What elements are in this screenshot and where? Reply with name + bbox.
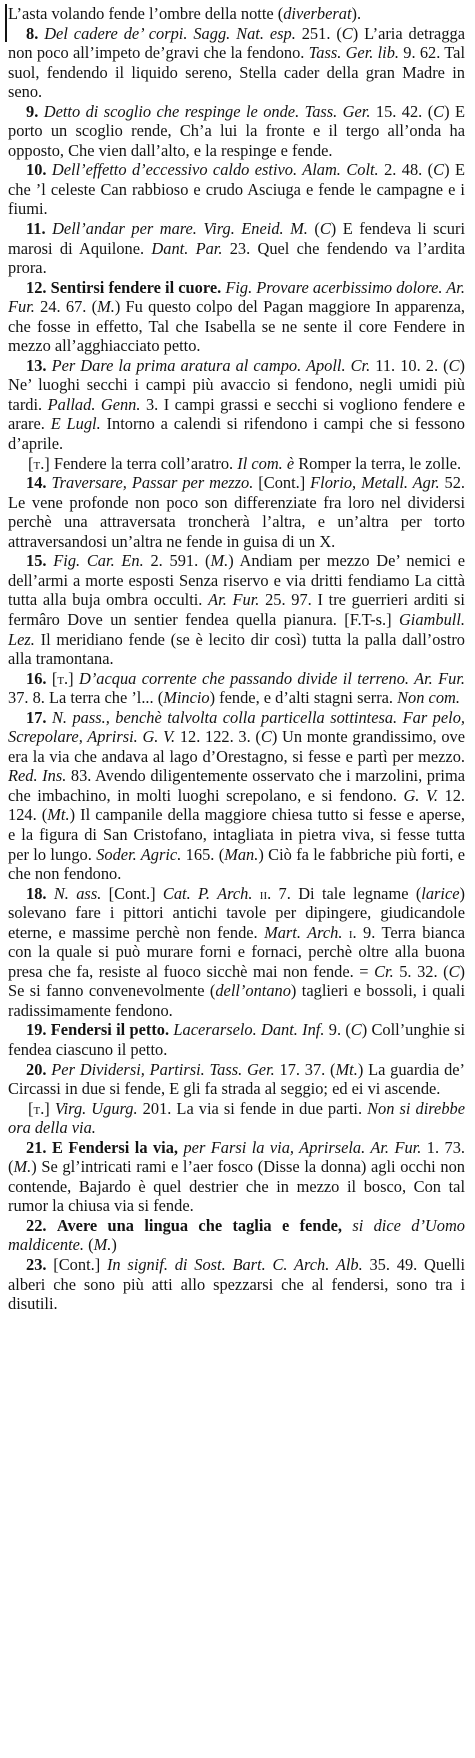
small-caps-text: t.: [57, 668, 69, 688]
text-run: 12. 124. (: [8, 785, 466, 825]
text-run: 25. 97. I tre guerrieri arditi si fermâro Dove un sentier fendea quella pianura. [F.T-s.]: [8, 590, 465, 629]
text-run: ) Fu questo colpo del Pagan maggiore In apparenza, che fosse in effetto, Tal che Isabella se ne sente il core Fendere in mezzo all’agghiacciato petto.: [8, 297, 465, 356]
paragraph-entry: [8, 473, 465, 551]
entry-number: 11.: [26, 219, 46, 239]
text-run: ) E porto un scoglio rende, Ch’a lui la fronte e il tergo all’onda ha opposto, Che vien dall’alto, e la respinge e fende.: [8, 101, 466, 160]
bold-headword: E Fendersi la via,: [51, 1137, 179, 1157]
entry-list: [8, 4, 465, 1314]
text-run: 11. 10. 2. (: [370, 355, 449, 375]
text-run: 35. 49. Quelli alberi che sono più atti allo spezzarsi che al fendersi, sono tra i disutili.: [8, 1255, 465, 1314]
text-run: ) La guardia de’ Circassi in due si fende, E gli fa strada al seggio; ed ei vi ascende.: [8, 1059, 466, 1099]
italic-text: M.: [210, 551, 229, 571]
text-run: [47, 1216, 57, 1235]
italic-text: Fig. Car. En.: [53, 551, 144, 571]
italic-text: C: [350, 1020, 362, 1040]
italic-text: Man.: [224, 844, 259, 864]
text-run: 2. 48. (: [378, 160, 434, 180]
text-run: ) taglieri e bossoli, i quali radissimamente fendono.: [8, 981, 465, 1020]
italic-text: Pallad. Genn.: [47, 394, 141, 414]
italic-text: E Lugl.: [50, 414, 101, 434]
entry-number: 21.: [26, 1137, 47, 1157]
italic-text: Il com. è: [237, 453, 295, 473]
text-run: ) Se gl’intricati rami e l’aer fosco (Disse la donna) agli occhi non contende, Bajardo è quel destrier che in mezzo il bosco, Con tal rumor la chiusa via si fende.: [8, 1157, 465, 1216]
italic-text: Per Dare la prima aratura al campo. Apoll. Cr.: [51, 355, 371, 375]
text-run: 83. Avendo diligentemente osservato che i marzolini, prima che imbachino, in molti luoghi screpolano, e si fendono.: [8, 766, 465, 805]
italic-text: Per Dividersi, Partirsi. Tass. Ger.: [51, 1059, 275, 1079]
italic-text: N. ass.: [53, 883, 102, 903]
text-run: 15. 42. (: [370, 101, 434, 121]
paragraph-entry: [8, 551, 465, 668]
text-run: [: [28, 1098, 34, 1118]
text-run: Romper la terra, le zolle.: [294, 453, 462, 473]
text-run: ) L’aria detragga non poco all’impeto de’gravi che la fendono.: [8, 23, 465, 63]
text-run: L’asta volando fende l’ombre della notte (: [8, 4, 284, 23]
italic-text: Non com.: [397, 688, 460, 708]
paragraph-entry: [8, 160, 465, 219]
text-run: ]: [68, 668, 79, 688]
paragraph-cont: [8, 4, 465, 24]
text-run: 12. 122. 3. (: [175, 727, 261, 747]
italic-text: Mt.: [335, 1059, 358, 1079]
entry-number: 15.: [26, 551, 47, 571]
italic-text: Lacerarselo. Dant. Inf.: [173, 1020, 325, 1040]
text-run: ) E fendeva li scuri marosi di Aquilone.: [8, 219, 465, 258]
entry-number: 17.: [26, 707, 47, 727]
text-run: . 7. Di tale legname (: [267, 883, 422, 903]
entry-number: 8.: [26, 23, 39, 43]
paragraph-entry: [8, 1138, 465, 1216]
entry-number: 10.: [26, 160, 47, 180]
small-caps-text: i: [348, 922, 353, 942]
paragraph-entry: [8, 884, 465, 1021]
entry-number: 16.: [26, 668, 47, 688]
paragraph-tent: [8, 454, 465, 474]
paragraph-entry: [8, 1255, 465, 1314]
paragraph-entry: [8, 669, 465, 708]
italic-text: Cat. P. Arch.: [162, 883, 253, 903]
italic-text: Traversare, Passar per mezzo.: [51, 473, 254, 493]
text-run: 5. 32. (: [393, 961, 449, 981]
text-run: ) Il campanile della maggiore chiesa tutto si fesse e aperse, e la figura di San Cristofano, intagliata in pietra viva, si fesse tutta per lo lungo.: [8, 805, 465, 864]
italic-text: D’acqua corrente che passando divide il terreno. Ar. Fur.: [78, 668, 465, 688]
italic-text: Giambull. Lez.: [8, 609, 465, 649]
text-run: 9. 62. Tal suol, fendendo il liquido sereno, Stella cader della gran Madre in seno.: [8, 43, 466, 102]
text-run: ) Ciò fa le fabbriche più forti, e che non fendono.: [8, 844, 465, 884]
text-run: ) fende, e d’alti stagni serra.: [209, 688, 398, 708]
text-run: (: [307, 219, 320, 239]
text-run: [Cont.]: [101, 883, 163, 903]
italic-text: Dell’effetto d’eccessivo caldo estivo. Alam. Colt.: [51, 160, 379, 180]
text-run: ]: [44, 1098, 55, 1118]
text-run: ) Se si fanno convenevolmente (: [8, 961, 465, 1001]
entry-number: 20.: [26, 1059, 47, 1079]
italic-text: Tass. Ger. lib.: [308, 43, 400, 63]
italic-text: Del cadere de’ corpi. Sagg. Nat. esp.: [44, 23, 296, 43]
italic-text: C: [260, 727, 272, 747]
text-run: ).: [351, 4, 362, 23]
text-run: [: [46, 668, 58, 688]
bold-headword: Fendersi il petto.: [50, 1020, 170, 1040]
paragraph-entry: [8, 219, 465, 278]
text-run: [Cont.]: [253, 473, 311, 493]
text-run: [47, 884, 54, 903]
text-run: 9. (: [324, 1020, 351, 1040]
italic-text: C: [341, 23, 353, 43]
italic-text: M.: [97, 297, 115, 317]
entry-number: 9.: [26, 101, 39, 121]
paragraph-entry: [8, 1216, 465, 1255]
paragraph-tent: [8, 1099, 465, 1138]
italic-text: si dice d’Uomo maldicente.: [8, 1215, 465, 1255]
entry-number: 22.: [26, 1215, 47, 1235]
text-run: [Cont.]: [46, 1255, 107, 1274]
text-run: ) solevano fare i pittori antichi tavole per dipingere, giudicandole eterne, e massime perchè non fende.: [8, 883, 465, 942]
italic-text: C: [448, 355, 460, 375]
paragraph-entry: [8, 24, 465, 102]
text-run: ): [111, 1235, 117, 1255]
text-run: [252, 884, 259, 903]
text-run: ) Un monte grandissimo, ove era la via che andava al lago d’Orestagno, si fesse e partì per mezzo.: [8, 727, 465, 766]
italic-text: Mincio: [163, 688, 210, 708]
italic-text: larice: [421, 883, 460, 903]
paragraph-entry: [8, 278, 465, 356]
text-run: 52. Le vene profonde non poco son differenziate fra loro nel dividersi perchè una attraversata troncherà l’altra, e un’altra per torto attraversandosi un’altra ne fende in guisa di un X.: [8, 473, 465, 551]
text-run: ) Andiam per mezzo De’ nemici e dell’armi a morte esposti Senza riservo e via dritti fendiamo La città tutta alla buja ombra occulti.: [8, 551, 466, 610]
italic-text: Dant. Par.: [151, 238, 223, 258]
entry-number: 19.: [26, 1020, 47, 1040]
italic-text: Florio, Metall. Agr.: [310, 473, 440, 493]
paragraph-entry: [8, 356, 465, 454]
text-run: 1. 73. (: [8, 1137, 465, 1177]
italic-text: Non si direbbe ora della via.: [8, 1098, 465, 1138]
italic-text: Soder. Agric.: [96, 844, 182, 864]
text-run: ] Fendere la terra coll’aratro.: [44, 453, 238, 473]
bold-headword: Sentirsi fendere il cuore.: [50, 277, 222, 297]
text-run: 165. (: [181, 844, 225, 864]
italic-text: M.: [93, 1235, 112, 1255]
italic-text: diverberat: [283, 4, 352, 23]
margin-rule: [5, 4, 7, 42]
text-run: 201. La via si fende in due parti.: [137, 1098, 368, 1118]
text-run: ) Coll’unghie si fendea ciascuno il petto.: [8, 1020, 466, 1059]
small-caps-text: ii: [259, 883, 268, 903]
text-run: 24. 67. (: [34, 297, 98, 317]
italic-text: C: [448, 961, 460, 981]
entry-number: 13.: [26, 355, 47, 375]
italic-text: G. V.: [403, 785, 438, 805]
italic-text: Ar. Fur.: [208, 590, 260, 610]
entry-number: 23.: [26, 1255, 47, 1274]
italic-text: Mt.: [47, 805, 70, 825]
small-caps-text: t.: [33, 1098, 45, 1118]
paragraph-entry: [8, 1020, 465, 1059]
text-run: [: [28, 453, 34, 473]
text-run: [342, 1216, 352, 1235]
text-run: ) Ne’ luoghi secchi i campi più avaccio si fendono, negli umidi più tardi.: [8, 355, 465, 414]
italic-text: Dell’andar per mare. Virg. Eneid. M.: [52, 219, 308, 239]
text-run: 2. 591. (: [143, 551, 211, 571]
bold-headword: Avere una lingua che taglia e fende,: [56, 1215, 342, 1235]
paragraph-entry: [8, 102, 465, 161]
text-run: Il meridiano fende (se è lecito dir così) tutta la palla dall’ostro alla tramontana.: [8, 629, 465, 669]
text-run: 17. 37. (: [274, 1059, 336, 1079]
paragraph-entry: [8, 1060, 465, 1099]
text-run: 23. Quel che fendendo va l’ardita prora.: [8, 238, 465, 278]
entry-number: 14.: [26, 473, 47, 493]
text-run: Intorno a calendi si rifendono i campi che si fessono d’aprile.: [8, 414, 465, 454]
italic-text: Red. Ins.: [8, 766, 67, 786]
text-run: 251. (: [295, 23, 342, 43]
text-run: (: [84, 1235, 94, 1255]
paragraph-entry: [8, 708, 465, 884]
text-run: . 9. Terra bianca con la quale si può murare forni e fornaci, perchè oltre alla buona presa che fa, resiste al fuoco sicchè mai non fende. =: [8, 922, 465, 981]
entry-number: 18.: [26, 883, 47, 903]
italic-text: In signif. di Sost. Bart. C. Arch. Alb.: [106, 1255, 363, 1274]
text-run: 3. I campi grassi e secchi si vogliono fendere e arare.: [8, 394, 465, 434]
italic-text: Virg. Ugurg.: [54, 1098, 138, 1118]
italic-text: Cr.: [374, 961, 394, 981]
italic-text: C: [319, 219, 331, 239]
italic-text: N. pass., benchè talvolta colla particella sottintesa. Far pelo, Screpolare, Aprirsi. G. V.: [8, 707, 465, 747]
italic-text: C: [433, 101, 445, 121]
text-run: 37. 8. La terra che ’l... (: [8, 688, 164, 708]
text-run: ) E che ’l celeste Can rabbioso e crudo Asciuga e fende le campagne e i fiumi.: [8, 160, 465, 219]
italic-text: C: [433, 160, 445, 180]
italic-text: Fig. Provare acerbissimo dolore. Ar. Fur.: [8, 277, 465, 317]
italic-text: M.: [13, 1157, 32, 1177]
small-caps-text: t.: [33, 453, 45, 473]
entry-number: 12.: [26, 277, 47, 297]
italic-text: Mart. Arch.: [264, 922, 343, 942]
italic-text: per Farsi la via, Aprirsela. Ar. Fur.: [183, 1137, 422, 1157]
italic-text: Detto di scoglio che respinge le onde. Tass. Ger.: [43, 101, 371, 121]
italic-text: dell’ontano: [215, 981, 291, 1001]
